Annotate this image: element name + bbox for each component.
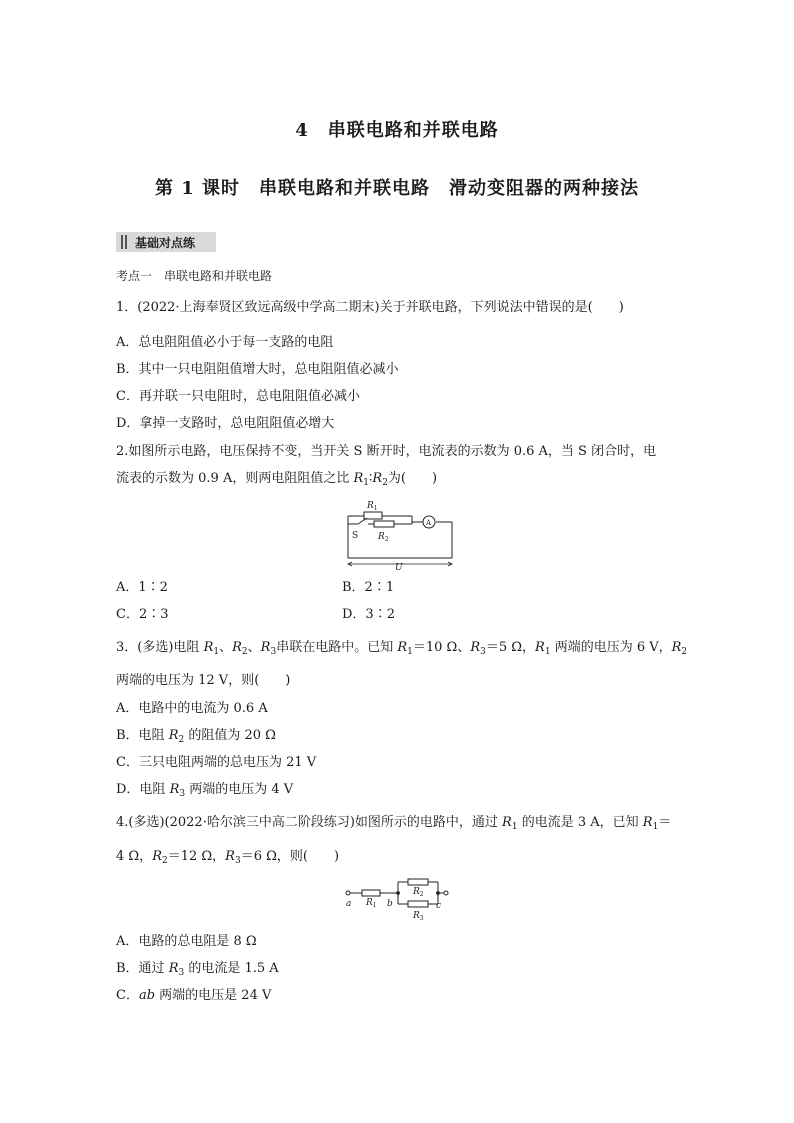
q3-r-symbol: R — [535, 640, 545, 655]
q3-option-text: 两端的电压为 4 V — [185, 782, 294, 797]
q3-stem-line2: 两端的电压为 12 V，则( ) — [116, 673, 291, 688]
q3-text: ＝10 Ω、 — [412, 640, 471, 655]
q4-text: 4 Ω， — [116, 849, 153, 864]
q3-option-a — [116, 701, 268, 717]
svg-text:R2 — [412, 887, 424, 898]
q3-r-symbol: R — [203, 640, 214, 655]
q4-r-sub: 2 — [161, 856, 168, 866]
q2-r-symbol: R — [372, 471, 383, 486]
q2-option-d: D．3∶2 — [342, 607, 395, 622]
q2-label-r2-sub: 2 — [384, 536, 389, 543]
q2-r-sub: 1 — [363, 478, 369, 488]
chapter-title: 4 串联电路和并联电路 — [295, 120, 499, 141]
q3-r-sub: 1 — [544, 647, 551, 657]
q1-option-c: C．再并联一只电阻时，总电阻阻值必减小 — [116, 389, 360, 404]
q4-option-text: A．电路的总电阻是 8 Ω — [116, 934, 257, 949]
q2-option-b: B．2∶1 — [342, 580, 395, 595]
q4-r-sub: 1 — [652, 822, 659, 832]
q3-option-text: B．电阻 — [116, 728, 169, 743]
svg-text:R3 — [412, 911, 424, 922]
q3-option-b — [116, 728, 276, 748]
q4-circuit-diagram — [342, 874, 454, 924]
q2-label-r1: R — [367, 501, 374, 511]
q2-option-c: C．2∶3 — [116, 607, 169, 622]
q4-option-text: 两端的电压是 24 V — [155, 988, 272, 1003]
q3-text: 、 — [219, 640, 233, 655]
q4-text: ＝6 Ω，则( ) — [240, 849, 340, 864]
q3-option-c — [116, 755, 316, 771]
q3-option-sub: 3 — [179, 789, 186, 799]
q3-option-text: 的阻值为 20 Ω — [184, 728, 276, 743]
q3-r-symbol: R — [470, 640, 481, 655]
q2-stem-line1: 2.如图所示电路，电压保持不变，当开关 S 断开时，电流表的示数为 0.6 A，当 S 闭合时，电 — [116, 444, 657, 459]
q4-option-b — [116, 961, 279, 981]
svg-text:R2 — [377, 532, 389, 543]
q3-r-sub: 3 — [480, 647, 486, 657]
q4-terminal-c — [444, 891, 448, 895]
q2-ratio-colon: ∶ — [369, 471, 373, 486]
q1-stem: 1．(2022·上海奉贤区致远高级中学高二期末)关于并联电路，下列说法中错误的是( ) — [116, 300, 624, 315]
topic-heading: 考点一 串联电路和并联电路 — [116, 269, 273, 283]
q4-label-r2: R — [413, 887, 420, 897]
q4-option-symbol: R — [168, 961, 179, 976]
q4-stem-line1 — [116, 815, 671, 835]
q2-r-symbol: R — [353, 471, 364, 486]
q2-label-meter: A — [426, 519, 432, 527]
q3-r-symbol: R — [232, 640, 242, 655]
q3-text: 、 — [247, 640, 261, 655]
q4-label-c: c — [436, 901, 442, 911]
q1-option-b: B．其中一只电阻阻值增大时，总电阻阻值必减小 — [116, 362, 399, 377]
q2-text: 为( ) — [387, 471, 438, 486]
q3-option-text: C．三只电阻两端的总电压为 21 V — [116, 755, 317, 770]
q4-r-symbol: R — [502, 815, 512, 830]
q4-text: ＝ — [658, 815, 672, 830]
q3-option-sub: 2 — [178, 735, 185, 745]
q2-switch — [358, 518, 367, 524]
q1-option-d: D．拿掉一支路时，总电阻阻值必增大 — [116, 416, 335, 431]
q4-r-sub: 1 — [511, 822, 518, 832]
q4-option-text: 的电流是 1.5 A — [184, 961, 279, 976]
q4-terminal-a — [346, 891, 350, 895]
q4-option-a — [116, 934, 257, 950]
q2-circuit-diagram — [338, 496, 458, 572]
q4-label-r1: R — [366, 898, 373, 908]
q3-option-text: A．电路中的电流为 0.6 A — [116, 701, 268, 716]
q4-option-text: B．通过 — [116, 961, 169, 976]
q4-resistor-r1 — [362, 890, 380, 896]
q3-stem-line1 — [116, 640, 687, 660]
q4-text: 4.(多选)(2022·哈尔滨三中高二阶段练习)如图所示的电路中，通过 — [116, 815, 503, 830]
q1-option-a: A．总电阻阻值必小于每一支路的电阻 — [116, 335, 334, 350]
q4-r-symbol: R — [642, 815, 653, 830]
q4-label-r3-sub: 3 — [419, 915, 424, 922]
q4-resistor-r2 — [408, 879, 428, 885]
q3-text: 串联在电路中。已知 — [276, 640, 398, 655]
q2-option-a: A．1∶2 — [116, 580, 168, 595]
q3-option-symbol: R — [168, 728, 179, 743]
q4-label-a: a — [346, 899, 352, 909]
q4-r-symbol: R — [225, 849, 235, 864]
q3-text: 3．(多选)电阻 — [116, 640, 204, 655]
q3-text: ＝5 Ω， — [485, 640, 536, 655]
q2-resistor-r2 — [374, 521, 394, 527]
q4-label-r3: R — [413, 911, 420, 921]
q3-option-d — [116, 782, 293, 802]
q4-text: ＝12 Ω， — [167, 849, 226, 864]
q4-label-r1-sub: 1 — [372, 902, 377, 909]
section-badge — [116, 232, 216, 252]
q3-r-sub: 2 — [241, 647, 248, 657]
q2-stem-line2 — [116, 471, 437, 491]
q4-label-r2-sub: 2 — [419, 891, 424, 898]
badge-bars-icon — [121, 235, 127, 249]
q4-resistor-r3 — [408, 901, 428, 907]
section-badge-label: 基础对点练 — [135, 235, 196, 250]
q2-label-switch: S — [352, 531, 359, 541]
q4-r-sub: 3 — [234, 856, 241, 866]
q4-option-c — [116, 988, 271, 1004]
q2-label-r2: R — [378, 532, 385, 542]
q4-r-symbol: R — [152, 849, 162, 864]
q4-label-b: b — [387, 899, 393, 909]
q2-r-sub: 2 — [382, 478, 388, 488]
q4-stem-line2 — [116, 849, 339, 869]
q3-r-symbol: R — [260, 640, 271, 655]
q2-label-voltage: U — [395, 563, 403, 572]
q3-r-sub: 1 — [407, 647, 413, 657]
svg-text:R1 — [366, 501, 378, 512]
q3-r-sub: 2 — [681, 647, 688, 657]
q3-r-sub: 3 — [270, 647, 277, 657]
q3-option-symbol: R — [169, 782, 180, 797]
q3-r-symbol: R — [671, 640, 682, 655]
q3-r-sub: 1 — [213, 647, 220, 657]
q4-text: 的电流是 3 A，已知 — [517, 815, 643, 830]
q4-option-sub: 3 — [178, 968, 185, 978]
q3-r-symbol: R — [397, 640, 408, 655]
q3-text: 两端的电压为 6 V， — [550, 640, 672, 655]
q4-option-text: C． — [116, 988, 139, 1003]
q2-label-r1-sub: 1 — [373, 505, 378, 512]
q2-text: 流表的示数为 0.9 A，则两电阻阻值之比 — [116, 471, 354, 486]
lesson-title: 第 1 课时 串联电路和并联电路 滑动变阻器的两种接法 — [154, 178, 640, 199]
svg-text:R1 — [365, 898, 377, 909]
q3-option-text: D．电阻 — [116, 782, 170, 797]
q4-option-symbol: ab — [138, 988, 156, 1003]
